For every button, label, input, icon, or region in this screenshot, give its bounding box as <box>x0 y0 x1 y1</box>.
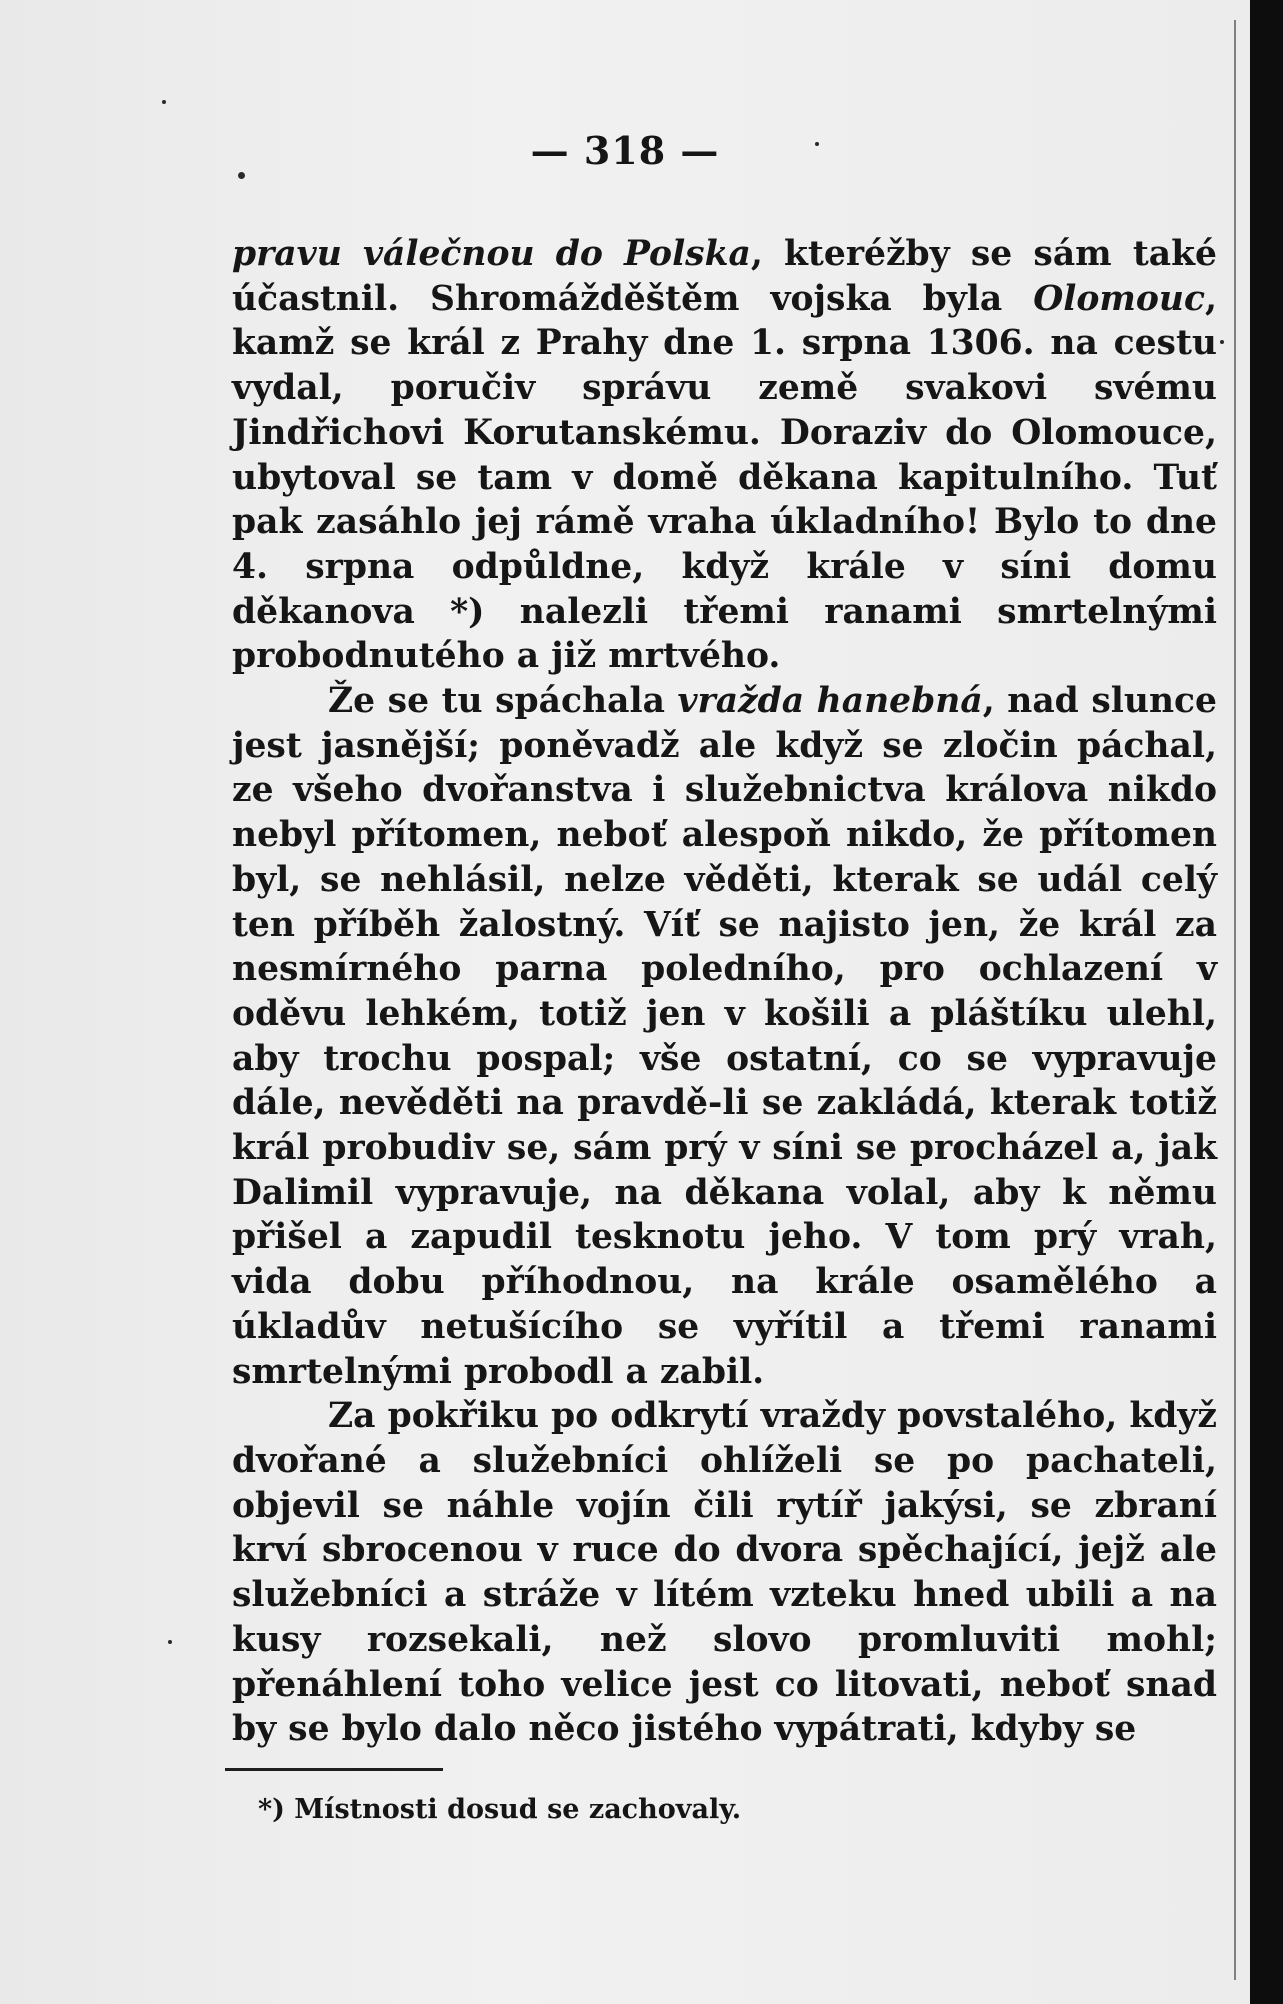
print-speck <box>162 100 166 104</box>
footnote: *) Místnosti dosud se zachovaly. <box>258 1794 742 1825</box>
paragraph-2 <box>232 679 1217 1394</box>
print-speck <box>1220 340 1224 344</box>
italic-phrase: pravu válečnou do Polska <box>232 234 751 274</box>
page-edge-shadow <box>1250 0 1283 2004</box>
page-edge-line <box>1234 20 1236 1980</box>
paragraph-3: Za pokřiku po odkrytí vraždy povstalého, když dvořané a služebníci ohlíželi se po pachateli, objevil se náhle vojín čili rytíř jakýsi, se zbraní krví sbrocenou v ruce do dvora spěchající, jejž ale služebníci a stráže v lítém vzteku hned ubili a na kusy rozsekali, než slovo promluviti mohl; přenáhlení toho velice jest co litovati, neboť snad by se bylo dalo něco jistého vypátrati, kdyby se <box>232 1396 1217 1750</box>
print-speck <box>815 142 819 146</box>
italic-place: Olomouc <box>1033 278 1205 319</box>
print-speck <box>238 172 245 179</box>
page-number: — 318 — <box>530 128 720 173</box>
paragraph-1 <box>232 232 1217 679</box>
text-run: , kteréžby se sám také účastnil. Shromážděštěm vojska byla <box>232 234 1217 319</box>
text-run: Že se tu spáchala <box>328 681 678 722</box>
text-run: , nad slunce jest jasnější; poněvadž ale když se zločin páchal, ze všeho dvořanstva i služebnictva králova nikdo nebyl přítomen, neboť alespoň nikdo, že přítomen byl, se nehlásil, nelze věděti, kterak se udál celý ten příběh žalostný. Víť se najisto jen, že král za nesmírného parna poledního, pro ochlazení v oděvu lehkém, totiž jen v košili a pláštíku ulehl, aby trochu pospal; vše ostatní, co se vypravuje dále, nevěděti na pravdě-li se zakládá, kterak totiž král probudiv se, sám prý v síni se procházel a, jak Dalimil vypravuje, na děkana volal, aby k němu přišel a zapudil tesknotu jeho. V tom prý vrah, vida dobu příhodnou, na krále osamělého a úkladův netušícího se vyřítil a třemi ranami smrtelnými probodl a zabil. <box>232 681 1217 1392</box>
print-speck <box>168 1640 172 1644</box>
footnote-rule <box>225 1768 443 1771</box>
body-text <box>232 232 1217 1752</box>
italic-phrase: vražda hanebná <box>677 681 983 722</box>
text-run: , kamž se král z Prahy dne 1. srpna 1306. na cestu vydal, poručiv správu země svakovi svému Jindřichovi Korutanskému. Doraziv do Olomouce, ubytoval se tam v domě děkana kapitulního. Tuť pak zasáhlo jej rámě vraha úkladního! Bylo to dne 4. srpna odpůldne, když krále v síni domu děkanova *) nalezli třemi ranami smrtelnými probodnutého a již mrtvého. <box>232 278 1217 677</box>
